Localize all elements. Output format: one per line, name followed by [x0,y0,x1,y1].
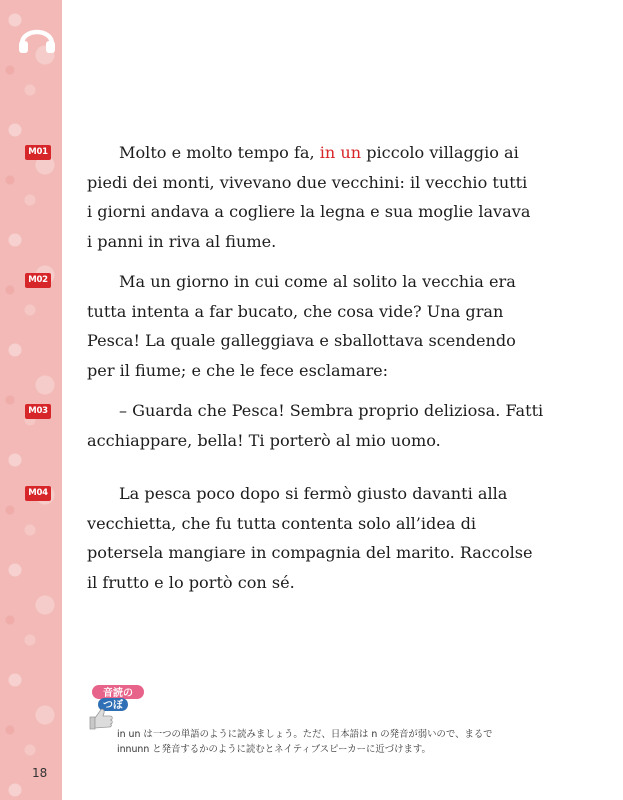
thumbs-up-icon [84,683,146,731]
reading-tip-line-1: in un は一つの単語のように読みましょう。ただ、日本語は n の発音が弱いので、まるで [117,729,493,740]
story-paragraph-4 [87,479,570,597]
text-span: piccolo villaggio ai [361,143,519,162]
tip-badge-line1: 音読の [103,688,133,699]
text-line: La pesca poco dopo si fermò giusto davanti alla [119,484,508,503]
text-line: vecchietta, che fu tutta contenta solo all’idea di [87,513,477,533]
text-line: tutta intenta a far bucato, che cosa vide? Una gran [87,301,504,321]
audio-track-badge-m01[interactable]: M01 [25,145,51,160]
text-line: per il fiume; e che le fece esclamare: [87,360,389,380]
text-line: potersela mangiare in compagnia del marito. Raccolse [87,543,533,562]
text-line: – Guarda che Pesca! Sembra proprio deliziosa. Fatti [119,401,544,420]
highlighted-phrase: in un [319,143,362,162]
text-line: il frutto e lo portò con sé. [87,572,295,592]
story-paragraph-2 [87,267,570,385]
side-decorative-strip [0,0,62,800]
text-span: Molto e molto tempo fa, [119,143,320,162]
text-line: i panni in riva al fiume. [87,231,277,251]
text-line: acchiappare, bella! Ti porterò al mio uomo. [87,430,441,450]
audio-track-badge-m03[interactable]: M03 [25,404,51,419]
story-paragraph-1 [87,138,570,256]
reading-tip-line-2: innunn と発音するかのように読むとネイティブスピーカーに近づけます。 [117,744,431,755]
text-line [119,138,570,168]
text-line: Ma un giorno in cui come al solito la vecchia era [119,272,516,291]
text-line: i giorni andava a cogliere la legna e sua moglie lavava [87,202,531,221]
story-paragraph-3 [87,396,570,455]
text-line: piedi dei monti, vivevano due vecchini: il vecchio tutti [87,172,528,192]
audio-track-badge-m04[interactable]: M04 [25,486,51,501]
audio-track-badge-m02[interactable]: M02 [25,273,51,288]
text-line: Pesca! La quale galleggiava e sballottava scendendo [87,331,516,350]
tip-badge-line2: つぼ [103,700,123,711]
page-number: 18 [32,766,48,780]
headphones-icon [17,20,57,54]
